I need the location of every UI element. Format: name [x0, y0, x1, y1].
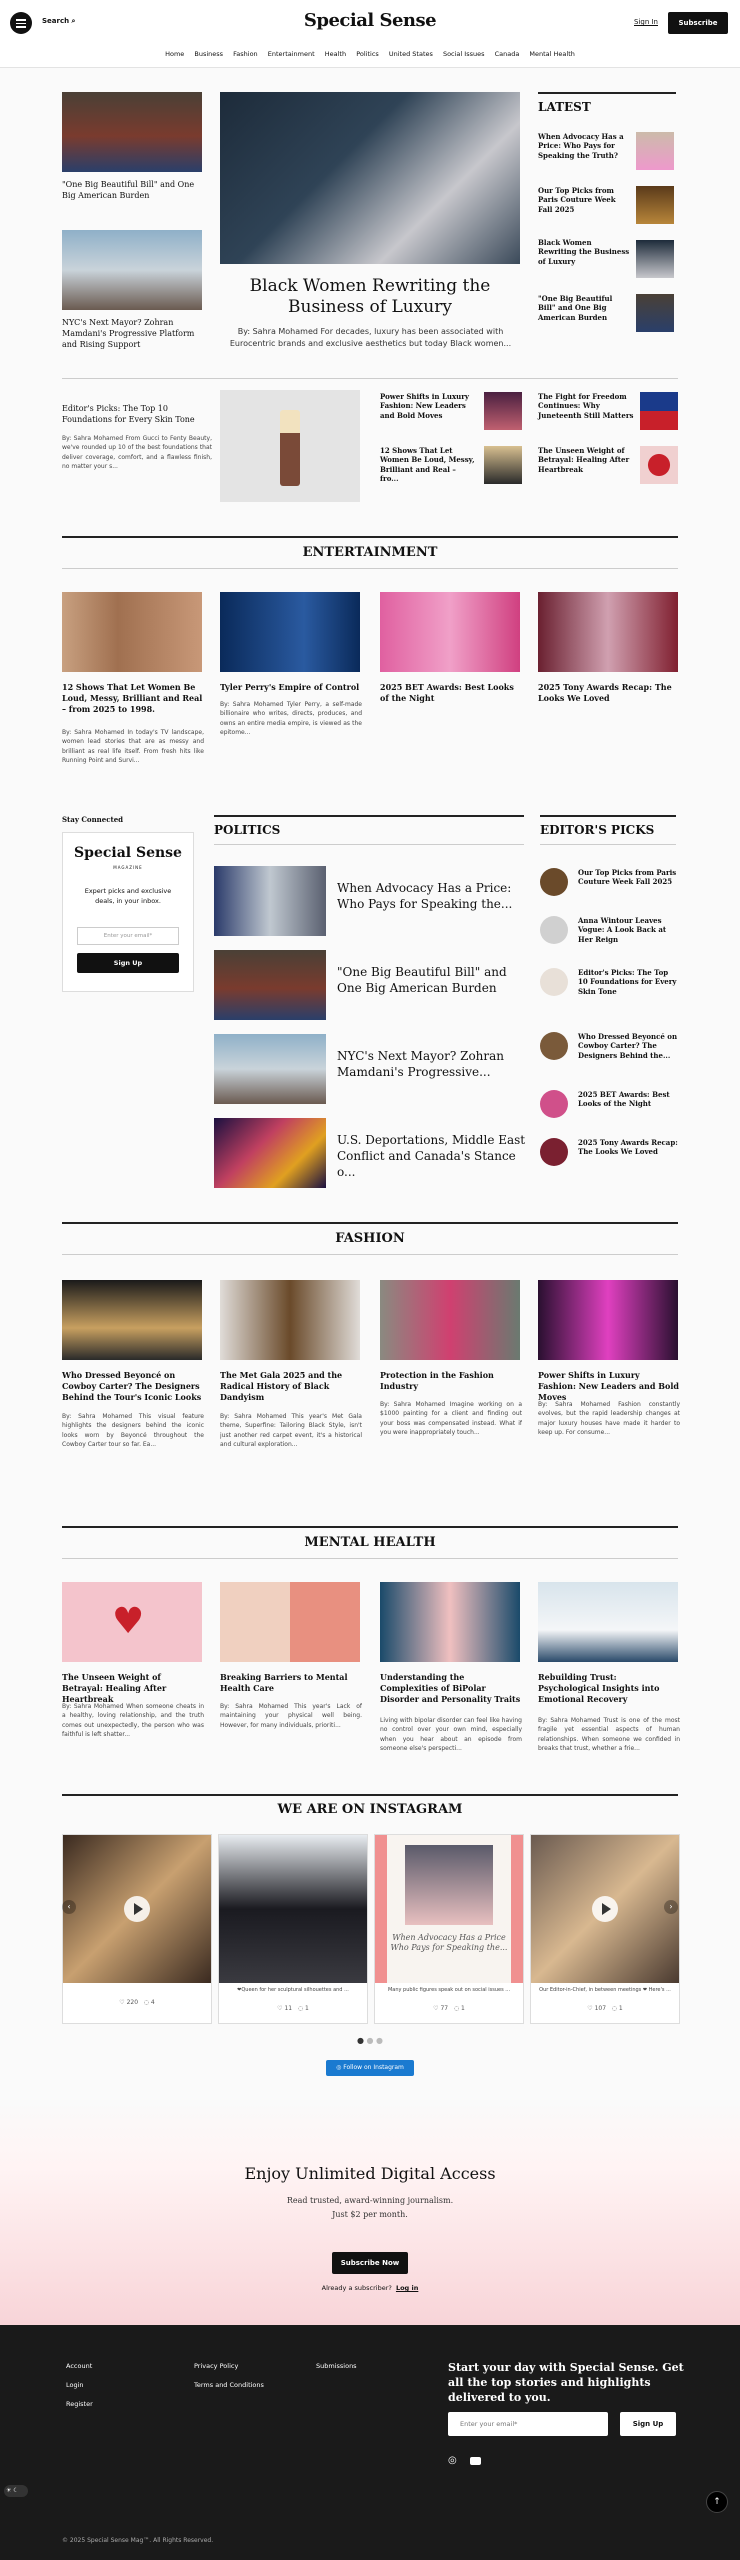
- editor-card-image[interactable]: [220, 390, 360, 502]
- fashion-heading: FASHION: [335, 1231, 405, 1246]
- stay-text: Expert picks and exclusive deals, in your inbox.: [84, 887, 172, 905]
- editor-card-title[interactable]: Editor's Picks: The Top 10 Foundations for Every Skin Tone: [62, 404, 195, 424]
- foundation-bottle: [280, 410, 300, 486]
- carousel-prev-icon[interactable]: ‹: [62, 1900, 76, 1914]
- footer-terms[interactable]: Terms and Conditions: [194, 2381, 264, 2389]
- ent-image-3[interactable]: [380, 592, 520, 672]
- carousel-next-icon[interactable]: ›: [664, 1900, 678, 1914]
- nav-health[interactable]: Health: [324, 50, 347, 58]
- nav-mental-health[interactable]: Mental Health: [529, 50, 575, 58]
- mental-rule: [62, 1526, 678, 1528]
- mental-heading: MENTAL HEALTH: [304, 1535, 436, 1550]
- editors-rule: [540, 815, 676, 817]
- row2-divider: [62, 378, 678, 379]
- footer-login[interactable]: Login: [66, 2381, 84, 2389]
- fashion-rule: [62, 1222, 678, 1224]
- latest-thumb-3[interactable]: [636, 240, 674, 278]
- fashion-image-3[interactable]: [380, 1280, 520, 1360]
- ig-caption-4: Our Editor-in-Chief, in between meetings ❤ Here's ...: [539, 1987, 671, 1993]
- digital-title: Enjoy Unlimited Digital Access: [244, 2164, 496, 2183]
- ig-stats-2: ♡ 11 ◌ 1: [277, 2005, 309, 2012]
- footer-submissions[interactable]: Submissions: [316, 2362, 357, 2370]
- mental-excerpt-3: Living with bipolar disorder can feel like having no control over your own mind, especially when you hear about an episode from someone else's perspecti...: [380, 1717, 522, 1752]
- ig-caption-3: Many public figures speak out on social issues ...: [387, 1987, 511, 1993]
- signin-link[interactable]: Sign In: [634, 18, 658, 26]
- search-link[interactable]: Search ⌕: [42, 17, 76, 25]
- nav-entertainment[interactable]: Entertainment: [267, 50, 315, 58]
- politics-rule: [214, 815, 524, 817]
- editors-thumb-2[interactable]: [540, 916, 568, 944]
- fashion-title-4[interactable]: Power Shifts in Luxury Fashion: New Leaders and Bold Moves: [538, 1370, 679, 1402]
- politics-image-1[interactable]: [214, 866, 326, 936]
- fashion-rule-bottom: [62, 1254, 678, 1255]
- carousel-dot[interactable]: ●: [356, 2036, 364, 2045]
- ig-overlay-title: When Advocacy Has a Price Who Pays for Speaking the...: [390, 1933, 508, 1953]
- row2-thumb-2[interactable]: [640, 392, 678, 430]
- mental-image-4[interactable]: [538, 1582, 678, 1662]
- footer-email-input[interactable]: Enter your email*: [448, 2412, 608, 2436]
- stay-logo: Special Sense: [74, 845, 182, 861]
- footer-signup-button[interactable]: Sign Up: [620, 2412, 676, 2436]
- login-link[interactable]: Log in: [395, 2284, 419, 2292]
- nav-politics[interactable]: Politics: [356, 50, 379, 58]
- fashion-image-2[interactable]: [220, 1280, 360, 1360]
- fashion-excerpt-1: By: Sahra Mohamed This visual feature highlights the designers behind the iconic looks worn by Beyoncé throughout the Cowboy Carter tour so far. Ea...: [62, 1413, 204, 1448]
- fashion-title-3[interactable]: Protection in the Fashion Industry: [380, 1370, 494, 1391]
- search-icon: ⌕: [71, 17, 76, 25]
- row2-thumb-4[interactable]: [640, 446, 678, 484]
- play-icon[interactable]: [124, 1896, 150, 1922]
- fashion-image-4[interactable]: [538, 1280, 678, 1360]
- stay-email-input[interactable]: Enter your email*: [77, 927, 179, 945]
- entertainment-heading: ENTERTAINMENT: [302, 545, 438, 560]
- carousel-dot[interactable]: ●: [366, 2036, 374, 2045]
- latest-item-2[interactable]: Our Top Picks from Paris Couture Week Fall 2025: [538, 186, 616, 214]
- hero-left-title-2[interactable]: NYC's Next Mayor? Zohran Mamdani's Progressive Platform and Rising Support: [62, 318, 195, 349]
- editors-heading: EDITOR'S PICKS: [540, 823, 655, 837]
- mental-image-3[interactable]: [380, 1582, 520, 1662]
- digital-line-1: Read trusted, award-winning journalism.: [286, 2196, 454, 2205]
- editors-item-4[interactable]: Who Dressed Beyoncé on Cowboy Carter? The Designers Behind the...: [578, 1032, 678, 1060]
- mental-image-2[interactable]: [220, 1582, 360, 1662]
- fashion-image-1[interactable]: [62, 1280, 202, 1360]
- nav-social-issues[interactable]: Social Issues: [442, 50, 485, 58]
- stay-signup-button[interactable]: Sign Up: [77, 953, 179, 973]
- ig-post-2[interactable]: [218, 1834, 368, 2024]
- fashion-title-1[interactable]: Who Dressed Beyoncé on Cowboy Carter? The Designers Behind the Tour's Iconic Looks: [62, 1370, 202, 1402]
- fashion-excerpt-2: By: Sahra Mohamed This year's Met Gala theme, Superfine: Tailoring Black Style, isn't just another red carpet event, it's a historical and cultural exploration...: [220, 1413, 362, 1448]
- stay-heading: Stay Connected: [62, 815, 124, 824]
- stay-logo-sub: MAGAZINE: [113, 865, 143, 870]
- mental-title-3[interactable]: Understanding the Complexities of BiPolar Disorder and Personality Traits: [380, 1672, 521, 1704]
- ig-overlay-photo: [405, 1845, 493, 1925]
- editors-item-6[interactable]: 2025 Tony Awards Recap: The Looks We Loved: [578, 1138, 678, 1157]
- editors-thumb-3[interactable]: [540, 968, 568, 996]
- main-nav: [0, 50, 740, 58]
- nav-united-states[interactable]: United States: [388, 50, 433, 58]
- row2-item-4[interactable]: The Unseen Weight of Betrayal: Healing After Heartbreak: [538, 446, 630, 474]
- footer-newsletter-title: Start your day with Special Sense. Get all the top stories and highlights delivered to you.: [448, 2361, 684, 2404]
- hero-main-image[interactable]: [220, 92, 520, 264]
- site-logo[interactable]: Special Sense: [303, 10, 437, 31]
- latest-thumb-1[interactable]: [636, 132, 674, 170]
- row2-item-1[interactable]: Power Shifts in Luxury Fashion: New Leaders and Bold Moves: [380, 392, 469, 420]
- editors-rule-2: [540, 844, 676, 845]
- hero-left-image-1[interactable]: [62, 92, 202, 172]
- row2-thumb-1[interactable]: [484, 392, 522, 430]
- politics-rule-2: [214, 844, 524, 845]
- editors-item-1[interactable]: Our Top Picks from Paris Couture Week Fall 2025: [578, 868, 677, 887]
- latest-rule: [538, 92, 676, 94]
- ent-title-1[interactable]: 12 Shows That Let Women Be Loud, Messy, Brilliant and Real – from 2025 to 1998.: [62, 682, 203, 714]
- editors-item-3[interactable]: Editor's Picks: The Top 10 Foundations for Every Skin Tone: [578, 968, 677, 996]
- hero-left-image-2[interactable]: [62, 230, 202, 310]
- already-subscriber: Already a subscriber? Log in: [321, 2284, 419, 2292]
- politics-title-4[interactable]: U.S. Deportations, Middle East Conflict and Canada's Stance o...: [337, 1133, 526, 1180]
- editors-item-5[interactable]: 2025 BET Awards: Best Looks of the Night: [578, 1090, 670, 1109]
- row2-item-3[interactable]: 12 Shows That Let Women Be Loud, Messy, Brilliant and Real – fro...: [380, 446, 475, 484]
- ig-post-1[interactable]: [62, 1834, 212, 2024]
- ent-image-2[interactable]: [220, 592, 360, 672]
- latest-thumb-4[interactable]: [636, 294, 674, 332]
- latest-thumb-2[interactable]: [636, 186, 674, 224]
- editors-thumb-1[interactable]: [540, 868, 568, 896]
- ent-title-4[interactable]: 2025 Tony Awards Recap: The Looks We Loved: [538, 682, 672, 703]
- mental-excerpt-1: By: Sahra Mohamed When someone cheats in a healthy, loving relationship, and the truth comes out unexpectedly, the person who was faithful is left shatter...: [62, 1703, 204, 1738]
- politics-title-2[interactable]: "One Big Beautiful Bill" and One Big American Burden: [337, 965, 507, 996]
- mental-excerpt-2: By: Sahra Mohamed This year's Lack of maintaining your physical well being. However, for many individuals, prioriti...: [220, 1703, 362, 1729]
- theme-toggle-icon[interactable]: ☀ ☾: [4, 2485, 28, 2497]
- editors-thumb-6[interactable]: [540, 1138, 568, 1166]
- ent-excerpt-2: By: Sahra Mohamed Tyler Perry, a self-made billionaire who writes, directs, produces, and owns an entire media empire, is viewed as the epitome...: [220, 701, 362, 736]
- politics-title-1[interactable]: When Advocacy Has a Price: Who Pays for Speaking the...: [337, 881, 513, 912]
- site-footer: [0, 2325, 740, 2560]
- mental-rule-bottom: [62, 1558, 678, 1559]
- fashion-excerpt-3: By: Sahra Mohamed Imagine working on a $1000 painting for a client and finding out your boss was compensated instead. What if you were inappropriately touch...: [380, 1401, 522, 1436]
- mental-image-1[interactable]: [62, 1582, 202, 1662]
- editors-item-2[interactable]: Anna Wintour Leaves Vogue: A Look Back at Her Reign: [578, 916, 667, 944]
- ig-stats-1: ♡ 220 ◌ 4: [119, 1999, 155, 2006]
- subscribe-now-button[interactable]: Subscribe Now: [332, 2252, 408, 2274]
- politics-image-4[interactable]: [214, 1118, 326, 1188]
- nav-canada[interactable]: Canada: [494, 50, 520, 58]
- stay-box: [62, 832, 194, 992]
- ig-post-3[interactable]: [374, 1834, 524, 2024]
- ent-title-2[interactable]: Tyler Perry's Empire of Control: [220, 682, 360, 692]
- broken-heart-icon: ♥: [112, 1601, 145, 1642]
- footer-register[interactable]: Register: [66, 2400, 93, 2408]
- politics-image-2[interactable]: [214, 950, 326, 1020]
- back-to-top-icon[interactable]: ↑: [706, 2491, 728, 2513]
- digital-line-2: Just $2 per month.: [332, 2210, 408, 2219]
- fashion-title-2[interactable]: The Met Gala 2025 and the Radical History of Black Dandyism: [220, 1370, 343, 1402]
- politics-title-3[interactable]: NYC's Next Mayor? Zohran Mamdani's Progressive...: [337, 1049, 505, 1080]
- nav-home[interactable]: Home: [165, 50, 185, 58]
- mental-title-1[interactable]: The Unseen Weight of Betrayal: Healing After Heartbreak: [62, 1672, 167, 1704]
- footer-privacy[interactable]: Privacy Policy: [194, 2362, 239, 2370]
- hero-main-title[interactable]: Black Women Rewriting the Business of Luxury: [249, 276, 491, 318]
- editor-card-excerpt: By: Sahra Mohamed From Gucci to Fenty Beauty, we've rounded up 10 of the best foundations that deliver coverage, comfort, and a flawless finish, no matter your s...: [62, 435, 212, 470]
- ent-image-1[interactable]: [62, 592, 202, 672]
- instagram-icon: ◎: [336, 2064, 342, 2071]
- entertainment-rule-bottom: [62, 568, 678, 569]
- ent-image-4[interactable]: [538, 592, 678, 672]
- fashion-excerpt-4: By: Sahra Mohamed Fashion constantly evolves, but the rapid leadership changes at major luxury houses have made it harder to keep up. For consume...: [538, 1401, 680, 1436]
- ig-stats-4: ♡ 107 ◌ 1: [587, 2005, 623, 2012]
- entertainment-rule: [62, 536, 678, 538]
- editors-thumb-4[interactable]: [540, 1032, 568, 1060]
- nav-business[interactable]: Business: [194, 50, 224, 58]
- politics-image-3[interactable]: [214, 1034, 326, 1104]
- instagram-rule: [62, 1794, 678, 1796]
- ig-stats-3: ♡ 77 ◌ 1: [433, 2005, 465, 2012]
- latest-item-1[interactable]: When Advocacy Has a Price: Who Pays for Speaking the Truth?: [538, 132, 624, 160]
- ig-image-3: [375, 1835, 523, 1983]
- follow-instagram-button[interactable]: ◎ Follow on Instagram: [326, 2060, 414, 2076]
- latest-item-3[interactable]: Black Women Rewriting the Business of Luxury: [538, 238, 630, 266]
- latest-item-4[interactable]: "One Big Beautiful Bill" and One Big American Burden: [538, 294, 613, 322]
- editors-thumb-5[interactable]: [540, 1090, 568, 1118]
- instagram-heading: WE ARE ON INSTAGRAM: [277, 1802, 463, 1817]
- nav-fashion[interactable]: Fashion: [233, 50, 258, 58]
- ent-title-3[interactable]: 2025 BET Awards: Best Looks of the Night: [380, 682, 514, 703]
- hero-left-title-1[interactable]: "One Big Beautiful Bill" and One Big American Burden: [62, 180, 195, 200]
- play-icon-2[interactable]: [592, 1896, 618, 1922]
- row2-item-2[interactable]: The Fight for Freedom Continues: Why Juneteenth Still Matters: [538, 392, 634, 420]
- politics-heading: POLITICS: [214, 823, 281, 837]
- row2-thumb-3[interactable]: [484, 446, 522, 484]
- subscribe-button[interactable]: Subscribe: [668, 12, 728, 34]
- site-header: [0, 0, 740, 68]
- youtube-icon[interactable]: [470, 2457, 481, 2465]
- carousel-dot[interactable]: ●: [376, 2036, 384, 2045]
- mental-title-4[interactable]: Rebuilding Trust: Psychological Insights into Emotional Recovery: [538, 1672, 660, 1704]
- carousel-dots: [0, 2036, 740, 2045]
- ig-post-4[interactable]: [530, 1834, 680, 2024]
- hero-main-excerpt: By: Sahra Mohamed For decades, luxury has been associated with Eurocentric brands and exclusive aesthetics but today Black women...: [229, 327, 512, 349]
- ig-caption-2: ❤Queen for her sculptural silhouettes and ...: [237, 1987, 349, 1993]
- mental-excerpt-4: By: Sahra Mohamed Trust is one of the most fragile yet essential aspects of human relationships. When someone we confided in breaks that trust, whether a frie...: [538, 1717, 680, 1752]
- latest-heading: LATEST: [538, 100, 591, 114]
- ig-image-2: [219, 1835, 367, 1983]
- footer-copyright: © 2025 Special Sense Mag™. All Rights Reserved.: [62, 2537, 214, 2544]
- ent-excerpt-1: By: Sahra Mohamed In today's TV landscape, women lead stories that are as messy and brilliant as real life itself. From fresh hits like Running Point and Survi...: [62, 729, 204, 764]
- instagram-icon[interactable]: ◎: [448, 2455, 457, 2466]
- footer-account[interactable]: Account: [66, 2362, 93, 2370]
- mental-title-2[interactable]: Breaking Barriers to Mental Health Care: [220, 1672, 348, 1693]
